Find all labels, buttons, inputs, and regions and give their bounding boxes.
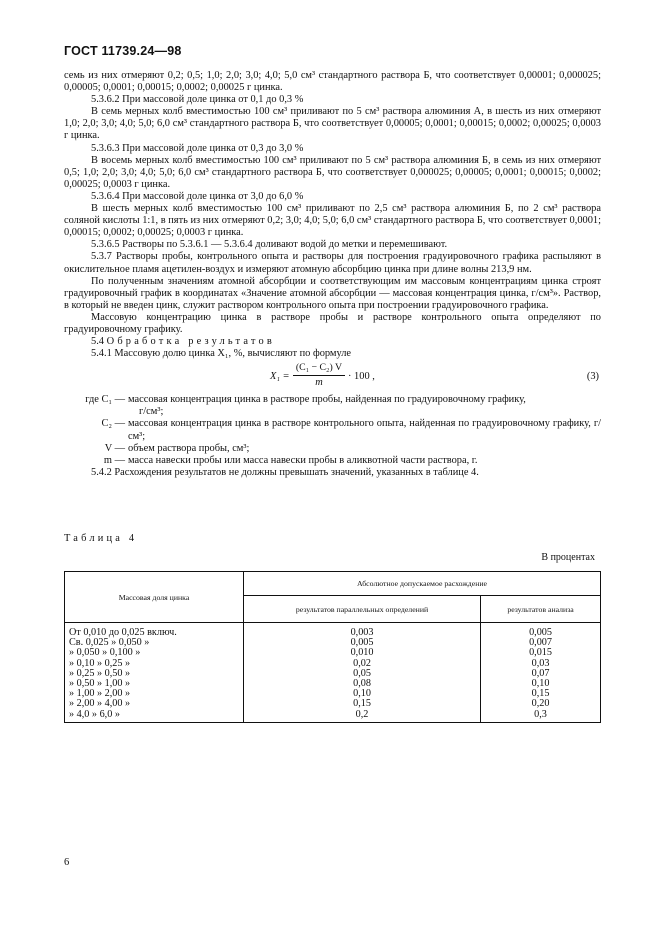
cell-parallel: 0,003 — [244, 623, 481, 639]
cell-range: » 4,0 » 6,0 » — [65, 710, 244, 723]
section-title: Обработка результатов — [106, 336, 275, 348]
definition-desc: объем раствора пробы, см³; — [128, 442, 250, 454]
definition-row — [64, 418, 601, 442]
cell-range: » 0,25 » 0,50 » — [65, 669, 244, 679]
definition-row — [64, 394, 601, 418]
formula-lhs: X₁ = — [270, 371, 290, 383]
cell-range: » 0,050 » 0,100 » — [65, 648, 244, 658]
cell-range: » 0,10 » 0,25 » — [65, 659, 244, 669]
paragraph: По полученным значениям атомной абсорбции и соответствующим им массовым концентрациям цинка строят градуировочный график в координатах «Значение атомной абсорбции — массовая концентрация цинка, г/см³». Раствор, в который не введен цинк, служит раствором контрольного опыта при построении градуировочного графика. — [64, 275, 601, 311]
definition-symbol: где C₁ — — [85, 394, 125, 406]
cell-parallel: 0,05 — [244, 669, 481, 679]
cell-analysis: 0,15 — [481, 689, 601, 699]
table-row — [65, 710, 601, 723]
definition-cont: г/см³; — [139, 406, 164, 418]
paragraph: В семь мерных колб вместимостью 100 см³ приливают по 5 см³ раствора алюминия А, в шесть из них отмеряют 1,0; 2,0; 3,0; 4,0; 5,0; 6,0 см³ стандартного раствора Б, что соответствует 0,00005; 0,0001; 0,00015; 0,0002; 0,00025; 0,0003 г цинка. — [64, 106, 601, 142]
table-row — [65, 648, 601, 658]
table-row — [65, 623, 601, 639]
table-units: В процентах — [541, 552, 595, 563]
formula-fraction — [293, 362, 345, 389]
definition-row — [64, 455, 601, 467]
cell-parallel: 0,15 — [244, 699, 481, 709]
cell-parallel: 0,02 — [244, 659, 481, 669]
table-caption: Таблица 4 — [64, 533, 138, 544]
table-row — [65, 669, 601, 679]
cell-analysis: 0,20 — [481, 699, 601, 709]
cell-parallel: 0,010 — [244, 648, 481, 658]
paragraph: 5.3.6.5 Растворы по 5.3.6.1 — 5.3.6.4 доливают водой до метки и перемешивают. — [91, 239, 448, 251]
cell-analysis: 0,007 — [481, 638, 601, 648]
table-4 — [64, 571, 601, 723]
cell-range: » 2,00 » 4,00 » — [65, 699, 244, 709]
cell-analysis: 0,10 — [481, 679, 601, 689]
formula-denominator: m — [315, 377, 323, 389]
document-header: ГОСТ 11739.24—98 — [64, 44, 182, 58]
table-row — [65, 679, 601, 689]
definition-symbol: C₂ — — [101, 418, 125, 430]
paragraph: В восемь мерных колб вместимостью 100 см³ приливают по 5 см³ раствора алюминия Б, в семь из них отмеряют 0,5; 1,0; 2,0; 3,0; 4,0; 5,0; 6,0 см³ стандартного раствора Б, что соответствует 0,000025; 0,00005; 0,0001; 0,00015; 0,0002; 0,00025; 0,0003 г цинка. — [64, 154, 601, 190]
variable-definitions — [64, 394, 601, 467]
formula-number: (3) — [586, 371, 599, 383]
formula-tail: · 100 , — [348, 371, 375, 383]
header-parallel: результатов параллельных определений — [244, 596, 481, 623]
subsection-heading: 5.3.6.4 При массовой доле цинка от 3,0 до 6,0 % — [91, 190, 304, 202]
body-text — [64, 70, 601, 479]
cell-analysis: 0,07 — [481, 669, 601, 679]
definition-symbol: V — — [104, 442, 125, 454]
formula — [64, 362, 601, 392]
section-heading — [64, 336, 601, 348]
header-mass-fraction: Массовая доля цинка — [65, 572, 244, 623]
cell-analysis: 0,015 — [481, 648, 601, 658]
subsection-heading: 5.3.6.2 При массовой доле цинка от 0,1 до 0,3 % — [91, 94, 304, 106]
subsection-heading: 5.3.6.3 При массовой доле цинка от 0,3 до 3,0 % — [91, 142, 304, 154]
definition-desc: массовая концентрация цинка в растворе пробы, найденная по градуировочному графику, — [128, 394, 526, 406]
cell-analysis: 0,3 — [481, 710, 601, 723]
section-number: 5.4 — [91, 336, 104, 348]
cell-range: » 1,00 » 2,00 » — [65, 689, 244, 699]
table-row — [65, 699, 601, 709]
cell-parallel: 0,2 — [244, 710, 481, 723]
definition-desc: масса навески пробы или масса навески пробы в аликвотной части раствора, г. — [128, 454, 478, 466]
definition-text — [128, 394, 601, 418]
cell-range: Св. 0,025 » 0,050 » — [65, 638, 244, 648]
formula-intro: 5.4.1 Массовую долю цинка X₁, %, вычисляют по формуле — [91, 348, 352, 360]
table-row — [65, 638, 601, 648]
paragraph: семь из них отмеряют 0,2; 0,5; 1,0; 2,0; 3,0; 4,0; 5,0 см³ стандартного раствора Б, что соответствует 0,00001; 0,000025; 0,00005; 0,0001; 0,00015; 0,0002; 0,00025 г цинка. — [64, 70, 601, 94]
paragraph: 5.3.7 Растворы пробы, контрольного опыта и растворы для построения градуировочного графика распыляют в окислительное пламя ацетилен-воздух и измеряют атомную абсорбцию цинка при длине волны 213,9 нм. — [64, 251, 601, 275]
definition-symbol: m — — [103, 454, 125, 466]
cell-parallel: 0,08 — [244, 679, 481, 689]
cell-analysis: 0,005 — [481, 623, 601, 639]
cell-parallel: 0,005 — [244, 638, 481, 648]
paragraph: Массовую концентрацию цинка в растворе пробы и растворе контрольного опыта определяют по градуировочному графику. — [64, 311, 601, 335]
table-row — [65, 689, 601, 699]
definition-row — [64, 443, 601, 455]
header-tolerance: Абсолютное допускаемое расхождение — [244, 572, 601, 596]
paragraph: В шесть мерных колб вместимостью 100 см³ приливают по 2,5 см³ раствора алюминия Б, по 2 см³ раствора соляной кислоты 1:1, в пять из них отмеряют 0,2; 3,0; 4,0; 5,0; 6,0 см³ стандартного раствора Б, что соответствует 0,0001; 0,00015; 0,0002; 0,00025; 0,0003 г цинка. — [64, 203, 601, 239]
formula-numerator: (C₁ − C₂) V — [293, 362, 345, 376]
table-row — [65, 659, 601, 669]
cell-range: » 0,50 » 1,00 » — [65, 679, 244, 689]
cell-analysis: 0,03 — [481, 659, 601, 669]
page-number: 6 — [64, 857, 70, 868]
cell-parallel: 0,10 — [244, 689, 481, 699]
paragraph: 5.4.2 Расхождения результатов не должны превышать значений, указанных в таблице 4. — [91, 466, 479, 478]
definition-desc: массовая концентрация цинка в растворе контрольного опыта, найденная по градуировочному графику, г/см³; — [128, 418, 601, 442]
cell-range: От 0,010 до 0,025 включ. — [65, 623, 244, 639]
header-analysis: результатов анализа — [481, 596, 601, 623]
